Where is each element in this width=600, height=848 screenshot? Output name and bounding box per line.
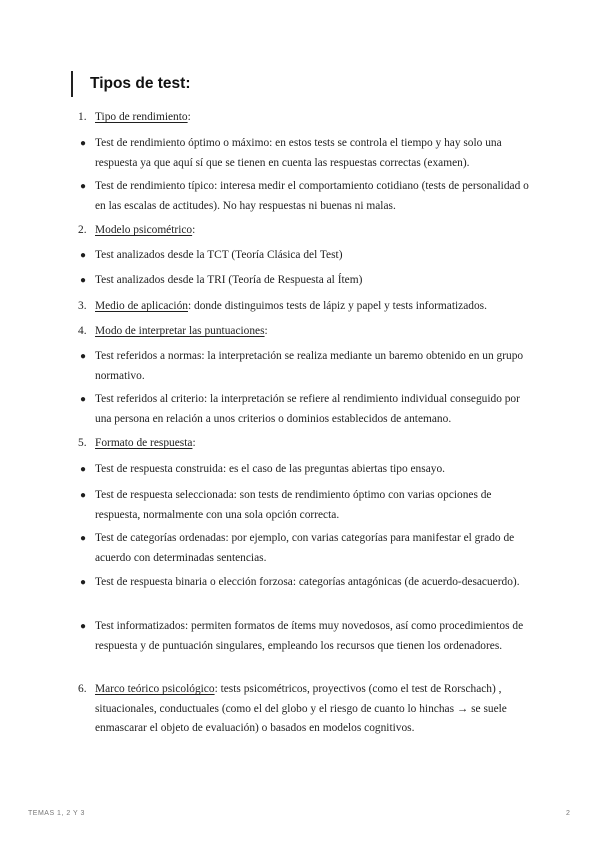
item-label: Medio de aplicación [95,300,188,312]
item-number: 2. [78,224,87,236]
bullet-text: Test informatizados: permiten formatos de ítems muy novedosos, así como procedimientos de respuesta y de puntuación singulares, empleando los recursos que tienen los ordenadores. [95,620,524,652]
bullet-icon: ● [80,138,87,149]
bullet-icon: ● [80,464,87,475]
item-rest: : tests psicométricos, proyectivos (como el test de Rorschach) , situacionales, conductuales (como el del globo y el riesgo de cuanto lo hinchas → se suele enmascarar el objeto de evaluación) o basados en modelos cognitivos. [95,683,507,734]
item-number: 5. [78,437,87,449]
bullet-text: Test de rendimiento típico: interesa medir el comportamiento cotidiano (tests de personalidad o en las escalas de actitudes). No hay respuestas ni buenas ni malas. [95,180,529,212]
item-rest: : [187,111,191,123]
bullet-text: Test de categorías ordenadas: por ejemplo, con varias categorías para manifestar el grado de acuerdo con determinadas sentencias. [95,532,515,564]
item-number: 1. [78,111,87,123]
bullet-icon: ● [80,533,87,544]
item-number: 6. [78,683,87,695]
page-number: 2 [566,810,571,817]
item-rest: : [192,437,196,449]
item-text [95,322,532,342]
bullet-icon: ● [80,181,87,192]
item-text [95,221,532,241]
bullet-text: Test de respuesta construida: es el caso de las preguntas abiertas tipo ensayo. [95,463,445,475]
item-label: Modelo psicométrico [95,224,193,236]
bullet-icon: ● [80,275,87,286]
item-text [95,108,532,128]
bullet-text: Test analizados desde la TRI (Teoría de Respuesta al Ítem) [95,274,363,286]
bullet-text: Test de respuesta binaria o elección forzosa: categorías antagónicas (de acuerdo-desacuerdo). [95,576,520,588]
bullet-text: Test referidos al criterio: la interpretación se refiere al rendimiento individual conseguido por una persona en relación a unos criterios o dominios establecidos de antemano. [95,393,520,425]
item-text [95,434,532,454]
bullet-text: Test referidos a normas: la interpretación se realiza mediante un baremo obtenido en un grupo normativo. [95,350,524,382]
item-text [95,297,532,317]
bullet-icon: ● [80,394,87,405]
bullet-icon: ● [80,250,87,261]
item-number: 4. [78,325,87,337]
bullet-icon: ● [80,621,87,632]
bullet-text: Test de rendimiento óptimo o máximo: en estos tests se controla el tiempo y hay solo una respuesta ya que aquí sí que se tienen en cuenta las respuestas correctas (examen). [95,137,502,169]
bullet-icon: ● [80,490,87,501]
item-label: Modo de interpretar las puntuaciones [95,325,265,337]
item-label: Formato de respuesta [95,437,193,449]
section-heading: Tipos de test: [71,71,190,97]
item-number: 3. [78,300,87,312]
item-rest: : [264,325,268,337]
item-label: Tipo de rendimiento [95,111,188,123]
bullet-text: Test de respuesta seleccionada: son tests de rendimiento óptimo con varias opciones de respuesta, normalmente con una sola opción correcta. [95,489,492,521]
item-text [95,680,532,739]
item-rest: : [192,224,196,236]
item-label: Marco teórico psicológico [95,683,215,695]
footer-left: TEMAS 1, 2 Y 3 [28,810,85,817]
bullet-icon: ● [80,351,87,362]
bullet-text: Test analizados desde la TCT (Teoría Clásica del Test) [95,249,343,261]
bullet-icon: ● [80,577,87,588]
item-rest: : donde distinguimos tests de lápiz y papel y tests informatizados. [188,300,487,312]
